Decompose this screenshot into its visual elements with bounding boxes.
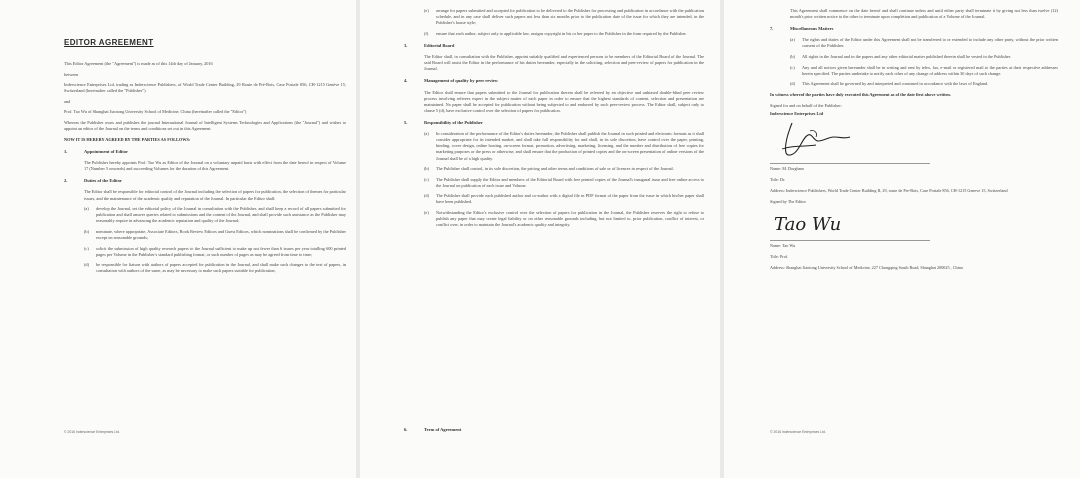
item-text: The rights and duties of the Editor under this Agreement shall not be transferred to or extended to include any other party, without the prior written consent of the Publisher. bbox=[802, 37, 1058, 49]
item-label: (d) bbox=[84, 262, 90, 268]
publisher-signature bbox=[770, 119, 1058, 159]
and-label: and bbox=[64, 98, 71, 104]
section-5-heading bbox=[404, 120, 704, 126]
section-number: 4. bbox=[404, 78, 408, 84]
section-2-text: The Editor shall be responsible for editorial control of the Journal including the selection of papers for publication, the selection of themes for particular issues, and the maintenance of the academic quality and reputation of the Journal. In particular the Editor shall: bbox=[84, 189, 346, 201]
item-text: nominate, where appropriate, Associate Editors, Book Review Editors and Guest Editors, which nominations shall be confirmed by the Publisher except on reasonable grounds; bbox=[96, 228, 346, 240]
agreement-page-3 bbox=[724, 0, 1080, 478]
section-title: Management of quality by peer review bbox=[424, 78, 498, 84]
editor-title: Title: Prof. bbox=[770, 253, 789, 259]
list-item bbox=[84, 229, 346, 241]
section-6-heading bbox=[404, 427, 604, 432]
item-label: (c) bbox=[424, 176, 429, 182]
section-number: 2. bbox=[64, 178, 68, 184]
list-item bbox=[84, 262, 346, 274]
section-title: Miscellaneous Matters bbox=[790, 26, 834, 32]
agreement-page-1 bbox=[0, 0, 356, 478]
list-item bbox=[84, 206, 346, 224]
section-title: Editorial Board bbox=[424, 42, 455, 48]
signature-icon bbox=[774, 119, 864, 159]
list-item bbox=[424, 210, 704, 228]
item-label: (b) bbox=[790, 54, 796, 60]
section-title: Term of Agreement bbox=[424, 427, 462, 432]
list-item bbox=[424, 177, 704, 189]
item-label: (a) bbox=[790, 37, 795, 43]
list-item bbox=[790, 54, 1058, 60]
page-footer: © 2016 Inderscience Enterprises Ltd. bbox=[770, 430, 826, 434]
section-4-text: The Editor shall ensure that papers submitted to the Journal for publication therein shall be refereed by an objective and unbiased double-blind peer review process involving referees expert in the subject matter of each paper in order to ensure that the highest standards of content, selection and presentation are maintained. No paper shall be accepted for publication without being subjected to and endorsed by such peer-review process. The Editor shall, subject only to clause 5 (d), have exclusive control over the selection of papers for publication. bbox=[424, 89, 704, 113]
between-label: between bbox=[64, 71, 79, 77]
handwritten-signature-icon bbox=[770, 210, 890, 236]
editor-address: Address: Shanghai Jiaotong University School of Medicine, 227 Chongqing South Road, Shanghai 200025 , China bbox=[770, 264, 963, 270]
item-text: arrange for papers submitted and accepted for publication to be delivered to the Publisher for processing and publication in accordance with the publication schedule, and in any case shall deliver such papers not less than six months prior to the publication date of the issue for which they are intended, in the Publisher's house style; bbox=[436, 8, 704, 26]
document-title: EDITOR AGREEMENT bbox=[64, 38, 154, 47]
agreed-statement: NOW IT IS HEREBY AGREED BY THE PARTIES AS FOLLOWS: bbox=[64, 136, 191, 142]
editor-party: Prof. Tao Wu of Shanghai Jiaotong University School of Medicine, China (hereinafter called the "Editor") bbox=[64, 109, 247, 115]
section-1-heading bbox=[64, 149, 346, 155]
publisher-address: Address: Inderscience Publishers, World Trade Center Building II, 29, route de Pre-Bois, Case Postale 856, CH-1215 Geneve 15, Switzerland bbox=[770, 187, 1008, 193]
list-item bbox=[424, 8, 704, 26]
item-text: All rights in the Journal and in the papers and any other editorial matter published therein shall be vested in the Publisher. bbox=[802, 54, 1012, 60]
item-label: (d) bbox=[790, 81, 796, 87]
item-text: The Publisher shall supply the Editor and members of the Editorial Board with free printed copies of the Journal's inaugural issue and free online access to the Journal on publication of each issue and Volume. bbox=[436, 176, 704, 188]
editor-name: Name: Tao Wu bbox=[770, 242, 796, 248]
item-text: The Publisher shall control, in its sole discretion, the pricing and other terms and conditions of sale or of licences in respect of the Journal. bbox=[436, 166, 674, 172]
item-text: In consideration of the performance of the Editor's duties hereunder, the Publisher shall publish the Journal in such printed and electronic formats as it shall consider appropriate for its intended market, and shall take full responsibility for and shall, in its sole discretion, have control over the paper, printing, binding, cover design, online hosting, on-screen format, promotion, advertising, marketing, licensing, and the number and distribution of free copies for marketing purposes or the press or otherwise, and shall ensure that the production of printed copies and the on-screen presentation of online versions of the Journal shall be of a high quality. bbox=[436, 131, 704, 161]
section-number: 1. bbox=[64, 148, 68, 154]
item-text: develop the Journal, set the editorial policy of the Journal in consultation with the Publisher, and shall keep a record of all papers submitted for publication and shall answer queries related to submissions and the content of the Journal, and shall provide such assistance as the Publisher may reasonably require in advancing the academic reputation and quality of the Journal; bbox=[96, 206, 346, 224]
section-number: 3. bbox=[404, 42, 408, 48]
item-label: (f) bbox=[424, 30, 429, 36]
publisher-signer-name: Name: M. Dorgham bbox=[770, 165, 804, 171]
item-text: This Agreement shall be governed by and interpreted and construed in accordance with the laws of England. bbox=[802, 81, 989, 87]
witness-statement: In witness whereof the parties have duly executed this Agreement as of the date first above written. bbox=[770, 91, 951, 97]
editor-signature-text: Tao Wu bbox=[774, 213, 842, 235]
signature-line bbox=[770, 163, 930, 164]
item-label: (e) bbox=[424, 210, 429, 216]
item-label: (d) bbox=[424, 193, 430, 199]
intro-paragraph: This Editor Agreement (the "Agreement") is made as of this 14th day of January, 2016 bbox=[64, 61, 213, 66]
item-text: The Publisher shall provide each published author and co-author with a digital file in PDF format of the paper from the issue in which his/her paper shall have been published. bbox=[436, 193, 704, 205]
section-3-text: The Editor shall, in consultation with the Publisher, appoint suitably qualified and experienced persons to be members of the Editorial Board of the Journal. The said Board will assist the Editor in the performance of his duties hereunder, especially in the soliciting, selection and peer-review of papers for publication in the Journal. bbox=[424, 54, 704, 72]
list-item bbox=[424, 166, 704, 172]
page-footer: © 2016 Inderscience Enterprises Ltd. bbox=[64, 430, 120, 434]
list-item bbox=[424, 193, 704, 205]
item-label: (a) bbox=[84, 206, 89, 212]
item-text: ensure that each author, subject only to applicable law, assigns copyright in his or her paper to the Publisher in the form required by the Publisher. bbox=[436, 30, 687, 36]
section-number: 6. bbox=[404, 427, 408, 432]
section-title: Duties of the Editor bbox=[84, 178, 122, 184]
editor-signature bbox=[770, 210, 1058, 236]
item-label: (a) bbox=[424, 131, 429, 137]
list-item bbox=[424, 31, 704, 37]
list-item bbox=[84, 246, 346, 258]
section-title: Appointment of Editor bbox=[84, 148, 129, 154]
section-2-heading bbox=[64, 178, 346, 184]
item-label: (c) bbox=[790, 64, 795, 70]
publisher-name: Inderscience Enterprises Ltd bbox=[770, 110, 824, 116]
item-text: solicit the submission of high quality research papers to the Journal sufficient to make up not fewer than 6 issues per year totalling 600 printed pages per Volume in the Publisher's standard publishing format, or such number of pages as may be agreed from time to time; bbox=[96, 245, 346, 257]
publisher-party: Inderscience Enterprises Ltd, trading as Inderscience Publishers, of World Trade Center Building, 29 Route de Pré-Bois, Case Postale 856, CH-1215 Genève 15, Switzerland (hereinafter called the "Publisher") bbox=[64, 82, 346, 94]
agreement-page-2 bbox=[360, 0, 720, 478]
whereas-paragraph: Whereas the Publisher owns and publishes the journal International Journal of Intelligent Systems Technologies and Applications (the "Journal") and wishes to appoint an editor of the Journal on the terms and conditions set out in this Agreement. bbox=[64, 120, 346, 132]
section-3-heading bbox=[404, 43, 704, 49]
list-item bbox=[790, 37, 1058, 49]
signature-line bbox=[770, 240, 930, 241]
item-label: (b) bbox=[424, 166, 430, 172]
term-text: This Agreement shall commence on the date hereof and shall continue unless and until either party shall terminate it by giving not less than twelve (12) month's prior written notice to the other to terminate upon completion and publication of a Volume of the Journal. bbox=[790, 8, 1058, 20]
section-4-heading bbox=[404, 78, 704, 84]
section-number: 5. bbox=[404, 119, 408, 125]
list-item bbox=[790, 65, 1058, 77]
item-text: Notwithstanding the Editor's exclusive control over the selection of papers for publication in the Journal, the Publisher reserves the right to refuse to publish any paper that may create legal liability or on other reasonable grounds including, but not limited to, prior publication, conflict of interest, or conflict over, in order to maintain the Journal's academic quality and integrity. bbox=[436, 210, 704, 228]
signed-by-editor: Signed by The Editor bbox=[770, 198, 806, 204]
item-label: (e) bbox=[424, 8, 429, 13]
signed-for-publisher: Signed for and on behalf of the Publisher: bbox=[770, 102, 842, 108]
item-text: Any and all notices given hereunder shall be in writing and sent by telex, fax, e-mail or registered mail to the parties at their respective addresses herein specified. The parties undertake to notify each other of any change of address within 30 days of such change. bbox=[802, 64, 1058, 76]
publisher-signer-title: Title: Dr. bbox=[770, 176, 786, 182]
list-item bbox=[424, 131, 704, 161]
section-number: 7. bbox=[770, 26, 774, 32]
list-item bbox=[790, 81, 1058, 87]
item-label: (c) bbox=[84, 245, 89, 251]
section-title: Responsibility of the Publisher bbox=[424, 119, 483, 125]
item-text: be responsible for liaison with authors of papers accepted for publication in the Journal, and shall make such changes to the text of papers, in consultation with authors of the same, as may be necessary to make such papers suitable for publication; bbox=[96, 262, 346, 274]
section-7-heading bbox=[770, 26, 1058, 32]
item-label: (b) bbox=[84, 228, 90, 234]
section-1-text: The Publisher hereby appoints Prof. Tao Wu as Editor of the Journal on a voluntary unpaid basis with effect from the date hereof in respect of Volume 17 (Number 5 onwards) and succeeding Volumes for the duration of this Agreement. bbox=[84, 160, 346, 172]
